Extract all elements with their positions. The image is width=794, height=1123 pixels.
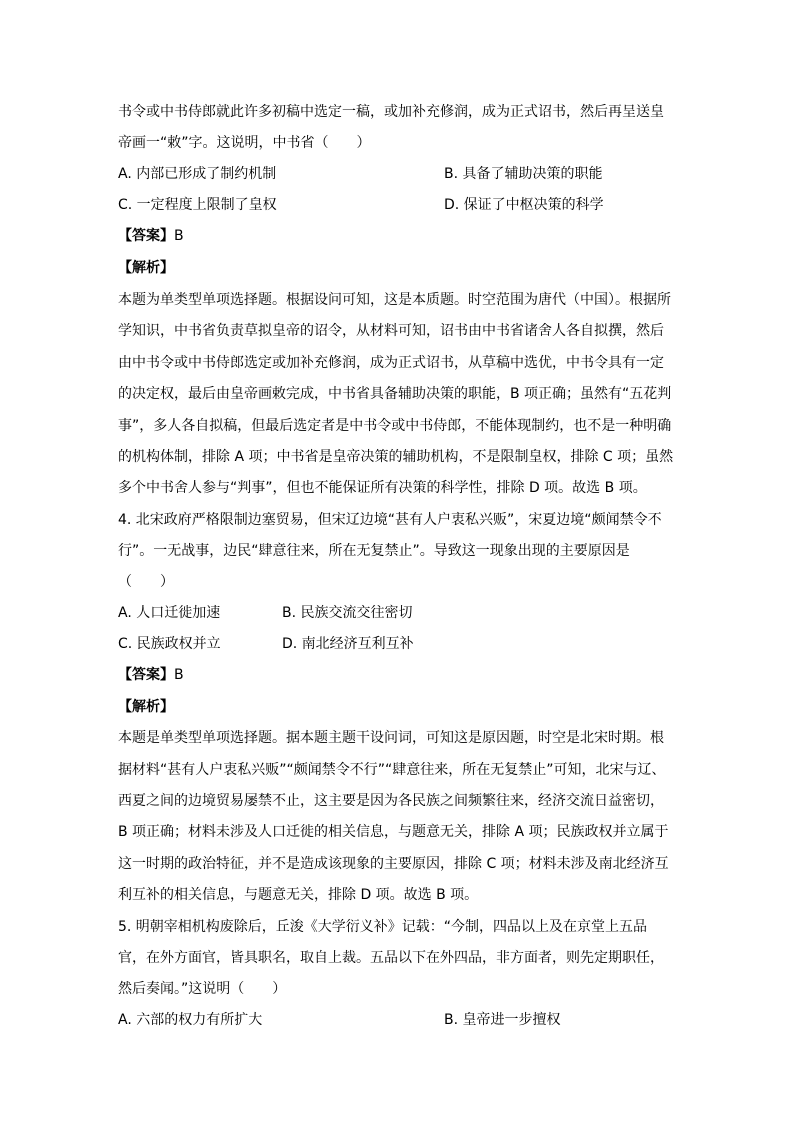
q3-analysis-line-6: 的机构体制，排除 A 项；中书省是皇帝决策的辅助机构，不是限制皇权，排除 C 项；虽然 <box>118 449 674 465</box>
q4-analysis-line-3: 西夏之间的边境贸易屡禁不止，这主要是因为各民族之间频繁往来，经济交流日益密切， <box>118 793 664 809</box>
q3-option-b: B. 具备了辅助决策的职能 <box>444 166 603 182</box>
q4-option-a: A. 人口迁徙加速 <box>118 605 221 621</box>
q4-stem-line-2: 行”。一无战事，边民“肆意往来，所在无复禁止”。导致这一现象出现的主要原因是 <box>118 543 630 559</box>
q4-analysis-line-5: 这一时期的政治特征，并不是造成该现象的主要原因，排除 C 项；材料未涉及南北经济互 <box>118 856 669 872</box>
q3-analysis-line-7: 多个中书舍人参与“判事”，但也不能保证所有决策的科学性，排除 D 项。故选 B 项。 <box>118 480 647 496</box>
q4-analysis-line-2: 据材料“甚有人户衷私兴贩”“颇闻禁令不行”“肆意往来，所在无复禁止”可知，北宋与辽、 <box>118 762 666 778</box>
q4-analysis-label: 【解析】 <box>118 699 174 715</box>
q3-analysis-line-4: 的决定权，最后由皇帝画敕完成，中书省具备辅助决策的职能，B 项正确；虽然有“五花判 <box>118 386 672 402</box>
q3-stem-line-1: 书令或中书侍郎就此许多初稿中选定一稿，或加补充修润，成为正式诏书，然后再呈送皇 <box>118 104 664 120</box>
q4-analysis-line-6: 利互补的相关信息，与题意无关，排除 D 项。故选 B 项。 <box>118 887 479 903</box>
q3-analysis-label: 【解析】 <box>118 260 174 276</box>
q4-stem-line-3: （ ） <box>118 574 174 590</box>
q3-option-c: C. 一定程度上限制了皇权 <box>118 197 277 213</box>
q4-stem-line-1: 4. 北宋政府严格限制边塞贸易，但宋辽边境“甚有人户衷私兴贩”，宋夏边境“颇闻禁令不 <box>118 512 662 528</box>
answer-value: B <box>174 228 184 244</box>
q3-answer <box>118 226 184 246</box>
q4-answer <box>118 665 184 685</box>
q3-analysis-line-1: 本题为单类型单项选择题。根据设问可知，这是本质题。时空范围为唐代（中国）。根据所 <box>118 292 671 308</box>
q3-option-a: A. 内部已形成了制约机制 <box>118 166 277 182</box>
q3-option-d: D. 保证了中枢决策的科学 <box>444 197 604 213</box>
q5-option-a: A. 六部的权力有所扩大 <box>118 1012 263 1028</box>
q4-option-b: B. 民族交流交往密切 <box>282 605 413 621</box>
q3-analysis-line-2: 学知识，中书省负责草拟皇帝的诏令，从材料可知，诏书由中书省诸舍人各自拟撰，然后 <box>118 323 664 339</box>
q5-stem-line-1: 5. 明朝宰相机构废除后，丘浚《大学衍义补》记载：“今制，四品以上及在京堂上五品 <box>118 919 648 935</box>
answer-label: 【答案】 <box>118 228 174 244</box>
q5-option-b: B. 皇帝进一步擅权 <box>444 1012 561 1028</box>
q3-stem-line-2: 帝画一“敕”字。这说明，中书省（ ） <box>118 135 371 151</box>
q4-analysis-line-4: B 项正确；材料未涉及人口迁徙的相关信息，与题意无关，排除 A 项；民族政权并立属于 <box>118 824 669 840</box>
q4-option-d: D. 南北经济互利互补 <box>282 636 414 652</box>
q5-stem-line-3: 然后奏闻。”这说明（ ） <box>118 981 287 997</box>
q4-option-c: C. 民族政权并立 <box>118 636 221 652</box>
answer-label: 【答案】 <box>118 667 174 683</box>
q3-analysis-line-3: 由中书令或中书侍郎选定或加补充修润，成为正式诏书，从草稿中选优，中书令具有一定 <box>118 355 664 371</box>
q3-analysis-line-5: 事”，多人各自拟稿，但最后选定者是中书令或中书侍郎，不能体现制约，也不是一种明确 <box>118 418 672 434</box>
q4-analysis-line-1: 本题是单类型单项选择题。据本题主题干设问词，可知这是原因题，时空是北宋时期。根 <box>118 730 664 746</box>
answer-value: B <box>174 667 184 683</box>
q5-stem-line-2: 官，在外方面官，皆具职名，取自上裁。五品以下在外四品，非方面者，则先定期职任， <box>118 950 664 966</box>
